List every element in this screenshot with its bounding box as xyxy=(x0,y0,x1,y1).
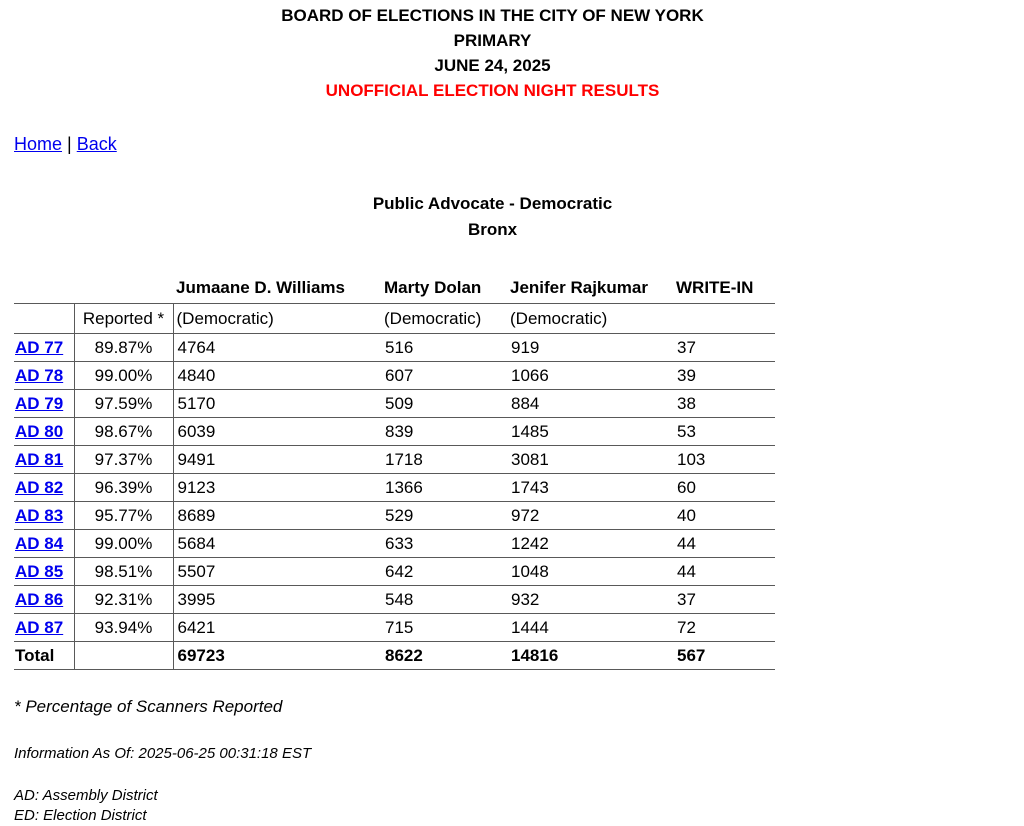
party-subheader: (Democratic) xyxy=(381,304,507,334)
contest-header xyxy=(0,191,985,243)
reported-cell: 99.00% xyxy=(74,530,173,558)
reported-cell: 95.77% xyxy=(74,502,173,530)
reported-cell: 99.00% xyxy=(74,362,173,390)
total-row xyxy=(14,642,775,670)
votes-cell: 44 xyxy=(673,530,775,558)
ad-85-link[interactable]: AD 85 xyxy=(15,561,64,581)
votes-cell: 6421 xyxy=(173,614,381,642)
votes-cell: 919 xyxy=(507,334,673,362)
table-row xyxy=(14,558,775,586)
ed-definition: ED: Election District xyxy=(14,807,147,824)
ad-80-link[interactable]: AD 80 xyxy=(15,421,64,441)
table-row xyxy=(14,418,775,446)
votes-cell: 37 xyxy=(673,334,775,362)
ad-79-link[interactable]: AD 79 xyxy=(15,393,64,413)
back-link[interactable]: Back xyxy=(76,134,117,154)
total-votes-cell: 14816 xyxy=(507,642,673,670)
reported-cell: 98.51% xyxy=(74,558,173,586)
table-row xyxy=(14,362,775,390)
votes-cell: 548 xyxy=(381,586,507,614)
board-title: BOARD OF ELECTIONS IN THE CITY OF NEW YORK xyxy=(281,6,704,25)
ad-82-link[interactable]: AD 82 xyxy=(15,477,64,497)
candidate-header: Marty Dolan xyxy=(384,278,482,297)
votes-cell: 1366 xyxy=(381,474,507,502)
votes-cell: 633 xyxy=(381,530,507,558)
votes-cell: 3995 xyxy=(173,586,381,614)
votes-cell: 509 xyxy=(381,390,507,418)
candidate-header-row xyxy=(14,276,775,304)
candidate-header: WRITE-IN xyxy=(676,278,754,297)
votes-cell: 1743 xyxy=(507,474,673,502)
votes-cell: 5684 xyxy=(173,530,381,558)
votes-cell: 972 xyxy=(507,502,673,530)
votes-cell: 39 xyxy=(673,362,775,390)
votes-cell: 4764 xyxy=(173,334,381,362)
reported-cell: 97.37% xyxy=(74,446,173,474)
unofficial-results-banner: UNOFFICIAL ELECTION NIGHT RESULTS xyxy=(325,81,660,100)
party-subheader xyxy=(673,304,775,334)
information-as-of: Information As Of: 2025-06-25 00:31:18 EST xyxy=(14,745,312,762)
table-row xyxy=(14,334,775,362)
nav-separator: | xyxy=(67,134,72,154)
party-subheader: (Democratic) xyxy=(173,304,381,334)
reported-cell: 96.39% xyxy=(74,474,173,502)
votes-cell: 5170 xyxy=(173,390,381,418)
total-label: Total xyxy=(14,642,74,670)
votes-cell: 103 xyxy=(673,446,775,474)
ad-81-link[interactable]: AD 81 xyxy=(15,449,64,469)
contest-borough: Bronx xyxy=(467,220,518,239)
candidate-header: Jenifer Rajkumar xyxy=(510,278,648,297)
votes-cell: 715 xyxy=(381,614,507,642)
table-row xyxy=(14,614,775,642)
votes-cell: 60 xyxy=(673,474,775,502)
votes-cell: 607 xyxy=(381,362,507,390)
votes-cell: 1718 xyxy=(381,446,507,474)
table-row xyxy=(14,446,775,474)
votes-cell: 516 xyxy=(381,334,507,362)
votes-cell: 53 xyxy=(673,418,775,446)
subheader-row xyxy=(14,304,775,334)
reported-cell: 92.31% xyxy=(74,586,173,614)
votes-cell: 1242 xyxy=(507,530,673,558)
votes-cell: 642 xyxy=(381,558,507,586)
breadcrumb-nav xyxy=(14,134,1024,155)
votes-cell: 38 xyxy=(673,390,775,418)
contest-title: Public Advocate - Democratic xyxy=(372,194,613,213)
votes-cell: 5507 xyxy=(173,558,381,586)
election-date: JUNE 24, 2025 xyxy=(434,56,551,75)
ad-83-link[interactable]: AD 83 xyxy=(15,505,64,525)
ad-86-link[interactable]: AD 86 xyxy=(15,589,64,609)
table-row xyxy=(14,474,775,502)
ad-definition: AD: Assembly District xyxy=(14,787,158,804)
table-row xyxy=(14,390,775,418)
votes-cell: 1485 xyxy=(507,418,673,446)
reported-cell: 93.94% xyxy=(74,614,173,642)
total-votes-cell: 567 xyxy=(673,642,775,670)
votes-cell: 932 xyxy=(507,586,673,614)
votes-cell: 9491 xyxy=(173,446,381,474)
table-row xyxy=(14,586,775,614)
masthead xyxy=(0,0,985,103)
votes-cell: 884 xyxy=(507,390,673,418)
abbreviation-legend xyxy=(14,786,1024,826)
ad-84-link[interactable]: AD 84 xyxy=(15,533,64,553)
home-link[interactable]: Home xyxy=(14,134,63,154)
candidate-header: Jumaane D. Williams xyxy=(176,278,345,297)
votes-cell: 3081 xyxy=(507,446,673,474)
reported-cell: 89.87% xyxy=(74,334,173,362)
scanner-footnote: * Percentage of Scanners Reported xyxy=(14,697,283,716)
votes-cell: 529 xyxy=(381,502,507,530)
votes-cell: 9123 xyxy=(173,474,381,502)
ad-87-link[interactable]: AD 87 xyxy=(15,617,64,637)
votes-cell: 1444 xyxy=(507,614,673,642)
votes-cell: 37 xyxy=(673,586,775,614)
spacer-cell xyxy=(14,304,74,334)
votes-cell: 6039 xyxy=(173,418,381,446)
votes-cell: 4840 xyxy=(173,362,381,390)
table-row xyxy=(14,502,775,530)
ad-78-link[interactable]: AD 78 xyxy=(15,365,64,385)
reported-cell: 97.59% xyxy=(74,390,173,418)
votes-cell: 72 xyxy=(673,614,775,642)
reported-cell: 98.67% xyxy=(74,418,173,446)
table-row xyxy=(14,530,775,558)
votes-cell: 1048 xyxy=(507,558,673,586)
ad-77-link[interactable]: AD 77 xyxy=(15,337,64,357)
election-type: PRIMARY xyxy=(453,31,532,50)
reported-header: Reported * xyxy=(74,304,173,334)
results-table xyxy=(14,276,775,670)
votes-cell: 839 xyxy=(381,418,507,446)
total-votes-cell: 69723 xyxy=(173,642,381,670)
votes-cell: 1066 xyxy=(507,362,673,390)
spacer-cell xyxy=(74,276,173,304)
party-subheader: (Democratic) xyxy=(507,304,673,334)
votes-cell: 44 xyxy=(673,558,775,586)
votes-cell: 8689 xyxy=(173,502,381,530)
spacer-cell xyxy=(14,276,74,304)
spacer-cell xyxy=(74,642,173,670)
votes-cell: 40 xyxy=(673,502,775,530)
total-votes-cell: 8622 xyxy=(381,642,507,670)
